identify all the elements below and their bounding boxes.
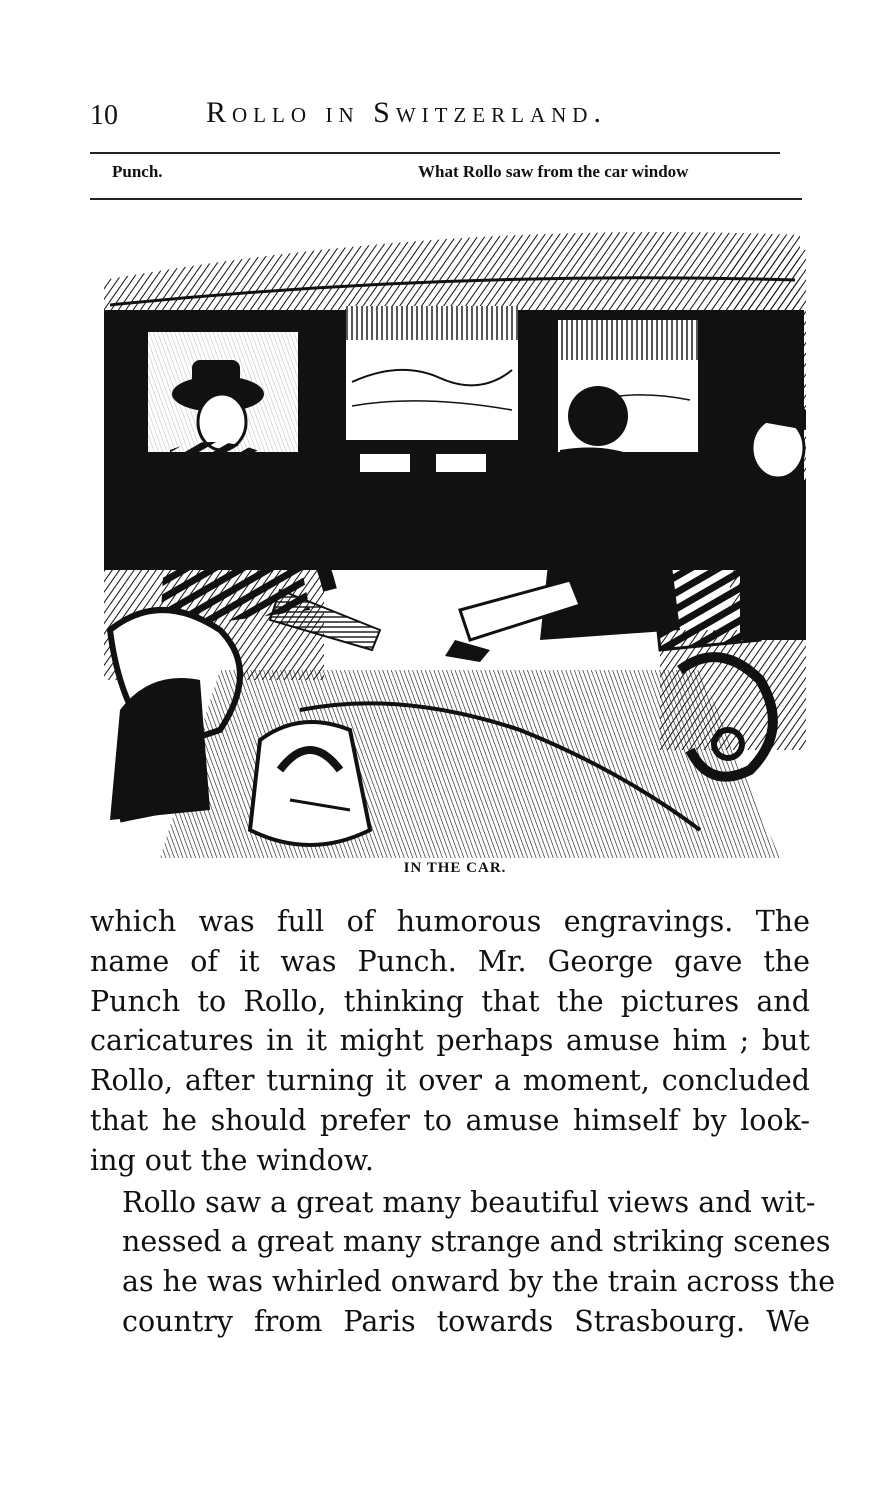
paragraph-1	[90, 902, 810, 1181]
side-note-right: What Rollo saw from the car window	[418, 162, 689, 181]
text-line: name of it was Punch. Mr. George gave the	[90, 944, 810, 978]
travel-bag	[250, 722, 370, 845]
text-line: Rollo saw a great many beautiful views and wit-	[122, 1185, 816, 1219]
body-text	[90, 902, 836, 1342]
text-line: Rollo, after turning it over a moment, concluded	[90, 1064, 810, 1098]
side-note-left: Punch.	[112, 162, 163, 181]
text-line: country from Paris towards Strasbourg. We	[122, 1304, 810, 1338]
paragraph-2	[90, 1183, 836, 1342]
page-number: 10	[90, 100, 118, 131]
text-line: which was full of humorous engravings. The	[90, 905, 810, 938]
side-note-rule	[90, 198, 802, 200]
header-rule	[90, 152, 780, 154]
illustration-caption: IN THE CAR.	[403, 860, 507, 876]
text-line: nessed a great many strange and striking scenes	[122, 1225, 831, 1259]
text-line: that he should prefer to amuse himself by look-	[90, 1103, 810, 1137]
text-line: Punch to Rollo, thinking that the pictures and	[90, 984, 810, 1018]
railway-car-engraving	[100, 210, 806, 858]
running-title: Rollo in Switzerland.	[206, 96, 607, 129]
text-line: as he was whirled onward by the train across the	[122, 1265, 836, 1299]
text-line: ing out the window.	[90, 1143, 374, 1177]
text-line: caricatures in it might perhaps amuse him ; but	[90, 1024, 810, 1058]
